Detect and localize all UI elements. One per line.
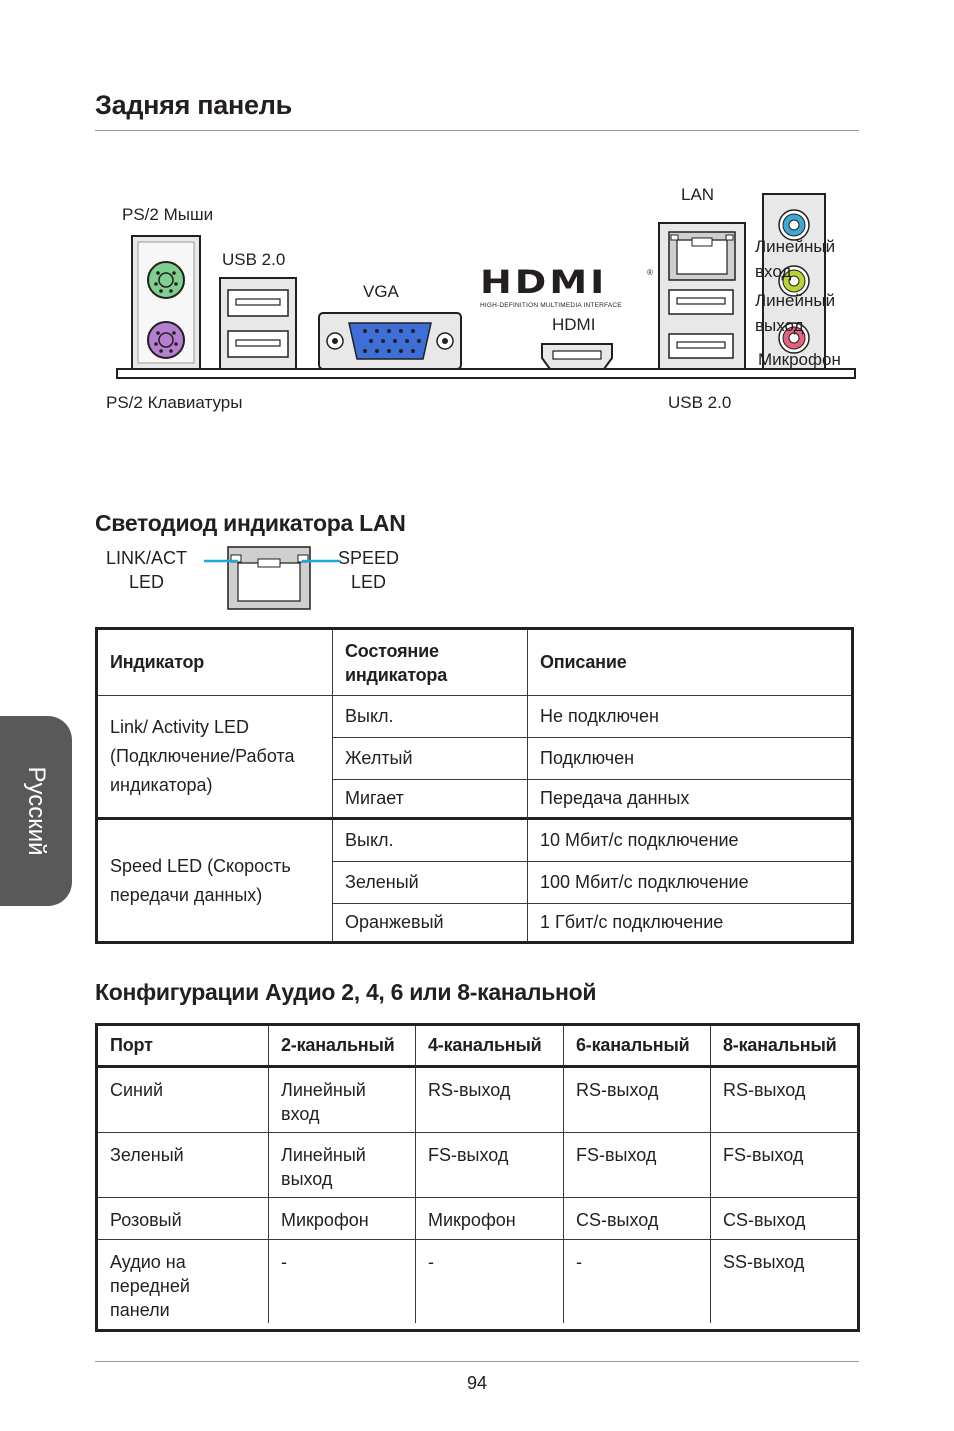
section-title-lan-led: Светодиод индикатора LAN bbox=[95, 510, 406, 536]
lan-led-svg bbox=[200, 545, 342, 611]
page-number: 94 bbox=[466, 1373, 488, 1393]
label-line-in-1: Линейный bbox=[755, 237, 836, 256]
table-cell: Передача данных bbox=[528, 780, 851, 820]
table-cell: - bbox=[416, 1240, 564, 1323]
table-cell: Аудио на передней панели bbox=[98, 1240, 269, 1323]
table-cell: - bbox=[269, 1240, 416, 1323]
table-cell: RS-выход bbox=[416, 1068, 564, 1133]
table-cell: RS-выход bbox=[711, 1068, 857, 1133]
label-link-act-1: LINK/ACT bbox=[106, 548, 188, 568]
table-cell: 1 Гбит/с подключение bbox=[540, 912, 724, 932]
label-link-act bbox=[106, 546, 187, 594]
table-cell: Оранжевый bbox=[333, 904, 528, 941]
line-in-jack-icon bbox=[789, 220, 799, 230]
label-ps2-mouse: PS/2 Мыши bbox=[122, 205, 214, 224]
ps2-mouse-port-icon bbox=[148, 262, 184, 298]
table-cell: Не подключен bbox=[528, 696, 851, 738]
hdmi-logo-text: HDMI bbox=[480, 263, 608, 301]
lan-header-state: Состояние индикатора bbox=[333, 630, 528, 696]
table-cell: Линейный выход bbox=[269, 1133, 416, 1198]
language-tab-label: Русский bbox=[23, 766, 50, 856]
lan-indicator-link: Link/ Activity LED (Подключение/Работа индикатора) bbox=[98, 696, 333, 820]
table-cell: Микрофон bbox=[416, 1198, 564, 1240]
table-cell: Розовый bbox=[98, 1198, 269, 1240]
label-line-in-2: вход bbox=[755, 262, 792, 281]
table-cell: Микрофон bbox=[269, 1198, 416, 1240]
table-cell: 10 Мбит/с подключение bbox=[528, 820, 851, 862]
title-underline bbox=[95, 130, 859, 131]
table-cell: Желтый bbox=[333, 738, 528, 780]
panel-base-bar bbox=[117, 369, 855, 378]
label-mic: Микрофон bbox=[758, 350, 841, 369]
hdmi-tagline: HIGH-DEFINITION MULTIMEDIA INTERFACE bbox=[480, 302, 622, 309]
lan-led-table bbox=[95, 627, 854, 944]
label-line-out-2: выход bbox=[755, 316, 804, 335]
hdmi-logo bbox=[480, 263, 652, 309]
label-vga: VGA bbox=[363, 282, 399, 301]
section-title-audio: Конфигурации Аудио 2, 4, 6 или 8-канальной bbox=[95, 979, 597, 1005]
table-cell: FS-выход bbox=[416, 1133, 564, 1198]
table-cell: FS-выход bbox=[564, 1133, 711, 1198]
audio-config-table bbox=[95, 1023, 860, 1332]
table-cell: CS-выход bbox=[564, 1198, 711, 1240]
footer-rule bbox=[95, 1361, 859, 1362]
table-cell: FS-выход bbox=[711, 1133, 857, 1198]
table-cell: SS-выход bbox=[723, 1252, 805, 1272]
table-cell: Выкл. bbox=[333, 696, 528, 738]
audio-header-8ch: 8-канальный bbox=[711, 1026, 857, 1068]
audio-header-2ch: 2-канальный bbox=[269, 1026, 416, 1068]
table-cell: Линейный вход bbox=[269, 1068, 416, 1133]
table-cell: Мигает bbox=[333, 780, 528, 820]
table-cell: CS-выход bbox=[711, 1198, 857, 1240]
label-hdmi: HDMI bbox=[552, 315, 596, 334]
table-cell: Выкл. bbox=[333, 820, 528, 862]
lan-header-description: Описание bbox=[528, 630, 851, 696]
table-cell: 100 Мбит/с подключение bbox=[528, 862, 851, 904]
lan-indicator-speed: Speed LED (Скорость передачи данных) bbox=[98, 820, 333, 941]
label-ps2-keyboard: PS/2 Клавиатуры bbox=[106, 393, 243, 412]
table-cell: Зеленый bbox=[333, 862, 528, 904]
table-cell: RS-выход bbox=[564, 1068, 711, 1133]
label-usb-bottom: USB 2.0 bbox=[668, 393, 732, 412]
audio-header-port: Порт bbox=[98, 1026, 269, 1068]
lan-led-diagram bbox=[200, 545, 342, 611]
table-cell: - bbox=[564, 1240, 711, 1323]
label-speed-1: SPEED bbox=[338, 548, 400, 568]
section-title-rear-panel: Задняя панель bbox=[95, 90, 292, 120]
label-line-out-1: Линейный bbox=[755, 291, 836, 310]
table-cell: Зеленый bbox=[98, 1133, 269, 1198]
lan-header-indicator: Индикатор bbox=[98, 630, 333, 696]
audio-header-6ch: 6-канальный bbox=[564, 1026, 711, 1068]
label-link-act-2: LED bbox=[129, 572, 165, 592]
ps2-keyboard-port-icon bbox=[148, 322, 184, 358]
language-side-tab bbox=[0, 716, 72, 906]
table-cell: Подключен bbox=[528, 738, 851, 780]
label-lan: LAN bbox=[681, 185, 715, 204]
label-usb-top: USB 2.0 bbox=[222, 250, 286, 269]
registered-mark: ® bbox=[647, 268, 653, 277]
audio-header-4ch: 4-канальный bbox=[416, 1026, 564, 1068]
label-speed-2: LED bbox=[351, 572, 387, 592]
table-cell: Синий bbox=[98, 1068, 269, 1133]
label-speed bbox=[338, 546, 399, 594]
